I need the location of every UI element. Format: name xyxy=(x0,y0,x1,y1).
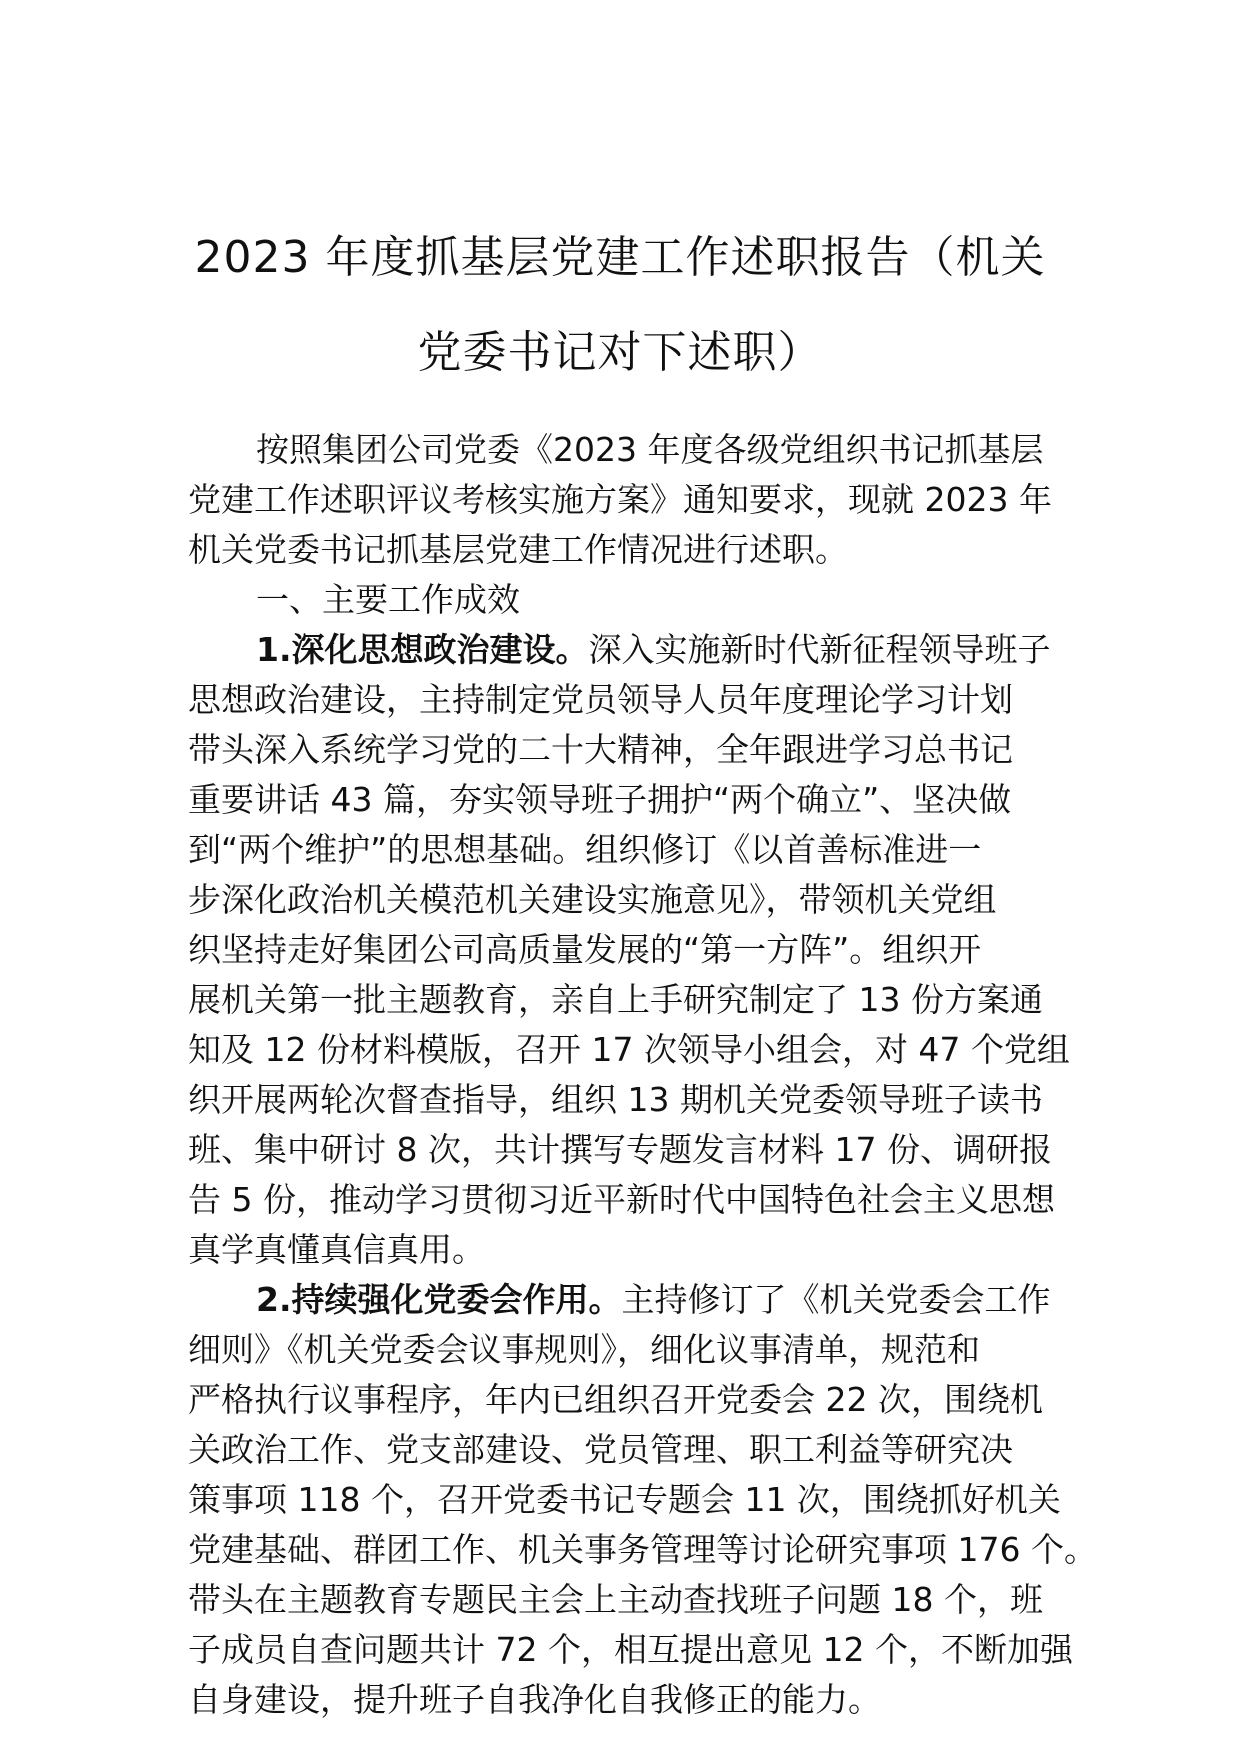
paragraph-line: 党建基础、群团工作、机关事务管理等讨论研究事项 176 个。 xyxy=(188,1530,1097,1569)
paragraph-line: 子成员自查问题共计 72 个，相互提出意见 12 个，不断加强 xyxy=(188,1630,1073,1669)
paragraph-line: 重要讲话 43 篇，夯实领导班子拥护“两个确立”、坚决做 xyxy=(188,780,1012,819)
paragraph-line: 带头在主题教育专题民主会上主动查找班子问题 18 个，班 xyxy=(188,1580,1043,1619)
item-2-first-line-text: 主持修订了《机关党委会工作 xyxy=(621,1280,1051,1319)
paragraph-line: 思想政治建设，主持制定党员领导人员年度理论学习计划 xyxy=(188,680,1013,719)
paragraph-line: 步深化政治机关模范机关建设实施意见》，带领机关党组 xyxy=(188,880,997,919)
section-heading: 一、主要工作成效 xyxy=(256,580,520,619)
item-2-paragraph xyxy=(188,1275,1097,1725)
paragraph-line: 按照集团公司党委《2023 年度各级党组织书记抓基层 xyxy=(256,430,1044,469)
paragraph-line: 带头深入系统学习党的二十大精神，全年跟进学习总书记 xyxy=(188,730,1013,769)
paragraph-line: 知及 12 份材料模版，召开 17 次领导小组会，对 47 个党组 xyxy=(188,1030,1070,1069)
paragraph-line: 班、集中研讨 8 次，共计撰写专题发言材料 17 份、调研报 xyxy=(188,1130,1052,1169)
paragraph-line: 严格执行议事程序，年内已组织召开党委会 22 次，围绕机 xyxy=(188,1380,1043,1419)
paragraph-line: 织坚持走好集团公司高质量发展的“第一方阵”。组织开 xyxy=(188,930,982,969)
paragraph-line: 机关党委书记抓基层党建工作情况进行述职。 xyxy=(188,530,848,569)
item-1-paragraph xyxy=(188,625,1070,1275)
paragraph-line xyxy=(188,1275,1066,1325)
item-2-heading: 2.持续强化党委会作用。 xyxy=(256,1280,622,1319)
paragraph-line: 织开展两轮次督查指导，组织 13 期机关党委领导班子读书 xyxy=(188,1080,1043,1119)
paragraph-line: 策事项 118 个，召开党委书记专题会 11 次，围绕抓好机关 xyxy=(188,1480,1061,1519)
intro-paragraph xyxy=(188,425,1066,575)
paragraph-line: 自身建设，提升班子自我净化自我修正的能力。 xyxy=(188,1680,881,1719)
paragraph-line: 告 5 份，推动学习贯彻习近平新时代中国特色社会主义思想 xyxy=(188,1180,1055,1219)
title-line-1: 2023 年度抓基层党建工作述职报告（机关 xyxy=(194,232,1046,283)
document-body xyxy=(188,425,1097,1725)
paragraph-line: 党建工作述职评议考核实施方案》通知要求，现就 2023 年 xyxy=(188,480,1052,519)
paragraph-line: 细则》《机关党委会议事规则》，细化议事清单，规范和 xyxy=(188,1330,980,1369)
paragraph-line xyxy=(188,625,1066,675)
title-line-2: 党委书记对下述职） xyxy=(417,327,823,378)
item-1-heading: 1.深化思想政治建设。 xyxy=(256,630,589,669)
paragraph-line: 真学真懂真信真用。 xyxy=(188,1230,485,1269)
document-title xyxy=(180,210,1060,400)
paragraph-line: 展机关第一批主题教育，亲自上手研究制定了 13 份方案通 xyxy=(188,980,1043,1019)
item-1-first-line-text: 深入实施新时代新征程领导班子 xyxy=(588,630,1051,669)
paragraph-line: 关政治工作、党支部建设、党员管理、职工利益等研究决 xyxy=(188,1430,1013,1469)
paragraph-line: 到“两个维护”的思想基础。组织修订《以首善标准进一 xyxy=(188,830,982,869)
